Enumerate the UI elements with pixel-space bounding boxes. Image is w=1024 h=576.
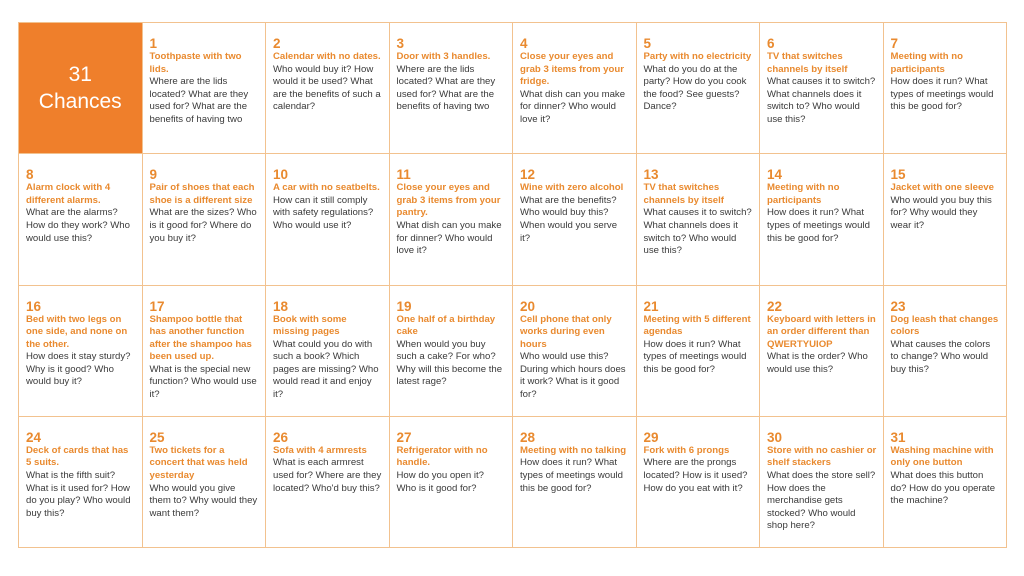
chance-title: One half of a birthday cake xyxy=(396,313,496,338)
chance-number: 11 xyxy=(396,167,411,183)
chance-questions: What does the store sell? How does the merchandise gets stocked? Who would shop here? xyxy=(767,469,876,532)
chance-title: Alarm clock with 4 different alarms. xyxy=(26,182,111,206)
chance-questions: What dish can you make for dinner? Who would love it? xyxy=(396,220,502,257)
chance-questions: How does it run? What types of meetings would this be good for? xyxy=(890,76,994,113)
chance-number: 16 xyxy=(26,298,42,314)
chance-number: 8 xyxy=(26,167,34,183)
chance-cell-5 xyxy=(637,23,761,154)
chance-title: Fork with 6 prongs xyxy=(643,444,730,456)
title-word: Chances xyxy=(38,90,122,114)
chance-cell-26 xyxy=(266,417,390,548)
chance-title: Bed with two legs on one side, and none on the other. xyxy=(26,313,128,350)
chance-number: 31 xyxy=(890,429,906,445)
chance-questions: How does it run? What types of meetings would this be good for? xyxy=(520,457,623,494)
chance-cell-9 xyxy=(143,154,267,285)
chance-title: Jacket with one sleeve xyxy=(890,182,994,194)
chance-questions: Where are the lids located? What are they used for? What are the benefits of having two xyxy=(149,76,249,125)
chance-title: Close your eyes and grab 3 items from your fridge. xyxy=(520,51,624,88)
chance-questions: How do you open it? Who is it good for? xyxy=(396,469,484,494)
chance-questions: What does this button do? How do you operate the machine? xyxy=(890,469,996,507)
chance-cell-14 xyxy=(760,154,884,285)
chance-questions: What is each armrest used for? Where are they located? Who'd buy this? xyxy=(273,457,382,494)
chance-cell-23 xyxy=(884,286,1008,417)
chance-number: 18 xyxy=(273,298,289,314)
chance-cell-16 xyxy=(19,286,143,417)
chance-cell-2 xyxy=(266,23,390,154)
chance-number: 19 xyxy=(396,298,412,314)
chance-cell-11 xyxy=(390,154,514,285)
chance-title: Store with no cashier or shelf stackers xyxy=(767,444,877,469)
chance-cell-25 xyxy=(143,417,267,548)
chance-title: A car with no seatbelts. xyxy=(273,182,380,194)
title-block xyxy=(19,23,143,154)
chance-questions: Who would you buy this for? Why would they wear it? xyxy=(890,194,992,232)
chance-questions: When would you buy such a cake? For who? Why will this become the latest rage? xyxy=(396,338,503,388)
chance-questions: What are the sizes? Who is it good for? Where do you buy it? xyxy=(149,207,257,244)
chance-questions: What is the order? Who would use this? xyxy=(767,351,868,375)
chance-cell-22 xyxy=(760,286,884,417)
chance-number: 21 xyxy=(643,298,659,314)
chance-questions: What dish can you make for dinner? Who would love it? xyxy=(520,88,626,125)
chance-questions: What causes it to switch? What channels does it switch to? Who would use this? xyxy=(767,76,876,125)
chance-questions: What could you do with such a book? Which pages are missing? Who would read it and enjoy it? xyxy=(273,338,379,401)
chance-number: 4 xyxy=(520,36,528,51)
chance-questions: What do you do at the party? How do you cook the food? See guests? Dance? xyxy=(643,63,747,113)
chance-cell-28 xyxy=(513,417,637,548)
chance-questions: What are the benefits? Who would buy this? When would you serve it? xyxy=(520,194,618,244)
chance-cell-21 xyxy=(637,286,761,417)
chance-title: Keyboard with letters in an order different than QWERTYUIOP xyxy=(767,313,876,350)
chance-questions: Who would you give them to? Why would they want them? xyxy=(149,482,258,519)
chance-questions: What are the alarms? How do they work? Who would use this? xyxy=(26,207,130,244)
chance-number: 2 xyxy=(273,36,281,51)
chance-questions: Who would buy it? How would it be used? What are the benefits of such a calendar? xyxy=(273,63,381,113)
chance-title: Meeting with no participants xyxy=(890,51,963,75)
chance-cell-7 xyxy=(884,23,1008,154)
chance-cell-19 xyxy=(390,286,514,417)
chance-cell-12 xyxy=(513,154,637,285)
chance-title: Cell phone that only works during even hours xyxy=(520,313,612,350)
chance-number: 26 xyxy=(273,429,289,445)
chance-number: 10 xyxy=(273,167,289,183)
chance-number: 22 xyxy=(767,298,783,314)
chance-number: 7 xyxy=(890,36,899,51)
chance-cell-20 xyxy=(513,286,637,417)
chance-cell-6 xyxy=(760,23,884,154)
chance-title: Washing machine with only one button xyxy=(890,444,994,469)
chance-title: Party with no electricity xyxy=(643,51,752,62)
chance-number: 14 xyxy=(767,167,783,183)
chance-cell-27 xyxy=(390,417,514,548)
chance-questions: What causes it to switch? What channels does it switch to? Who would use this? xyxy=(643,207,752,257)
chance-number: 29 xyxy=(643,429,659,445)
chance-number: 3 xyxy=(396,36,405,51)
chance-title: TV that switches channels by itself xyxy=(643,182,725,206)
chance-number: 17 xyxy=(149,298,165,314)
chances-grid xyxy=(18,22,1007,548)
chance-number: 5 xyxy=(643,36,652,51)
chance-title: Refrigerator with no handle. xyxy=(396,444,488,469)
chance-number: 27 xyxy=(396,429,412,445)
chance-questions: How can it still comply with safety regulations? Who would use it? xyxy=(273,194,374,232)
chance-questions: What is the fifth suit? What is it used for? How do you play? Who would buy this? xyxy=(26,469,131,519)
chance-cell-24 xyxy=(19,417,143,548)
chance-cell-8 xyxy=(19,154,143,285)
chance-number: 24 xyxy=(26,429,42,445)
chance-questions: How does it stay sturdy? Why is it good? Who would buy it? xyxy=(26,351,131,388)
chance-title: Two tickets for a concert that was held yesterday xyxy=(149,444,248,481)
chance-title: TV that switches channels by itself xyxy=(767,51,848,75)
chance-cell-15 xyxy=(884,154,1008,285)
chance-questions: Where are the lids located? What are they used for? What are the benefits of having two xyxy=(396,63,496,113)
chance-title: Meeting with no talking xyxy=(520,444,627,456)
chance-cell-31 xyxy=(884,417,1008,548)
chance-cell-29 xyxy=(637,417,761,548)
chance-questions: What is the special new function? Who would use it? xyxy=(149,363,257,401)
chance-cell-10 xyxy=(266,154,390,285)
chance-title: Meeting with 5 different agendas xyxy=(643,313,751,338)
chance-number: 12 xyxy=(520,167,536,183)
chance-number: 9 xyxy=(149,167,158,183)
chance-title: Book with some missing pages xyxy=(273,313,347,338)
chance-questions: What causes the colors to change? Who would buy this? xyxy=(890,338,991,375)
chance-cell-13 xyxy=(637,154,761,285)
chance-title: Door with 3 handles. xyxy=(396,51,491,62)
chance-title: Deck of cards that has 5 suits. xyxy=(26,444,129,469)
chance-cell-4 xyxy=(513,23,637,154)
chance-number: 15 xyxy=(890,167,906,183)
chance-title: Toothpaste with two lids. xyxy=(149,51,242,75)
chance-number: 13 xyxy=(643,167,659,183)
chance-number: 28 xyxy=(520,429,536,445)
chance-cell-30 xyxy=(760,417,884,548)
chance-number: 25 xyxy=(149,429,165,445)
chance-title: Close your eyes and grab 3 items from your pantry. xyxy=(396,182,501,219)
chance-number: 30 xyxy=(767,429,783,445)
chance-title: Dog leash that changes colors xyxy=(890,313,999,338)
chance-questions: How does it run? What types of meetings would this be good for? xyxy=(767,207,870,244)
chance-number: 20 xyxy=(520,298,536,314)
chance-cell-17 xyxy=(143,286,267,417)
chance-questions: How does it run? What types of meetings would this be good for? xyxy=(643,338,747,375)
chance-number: 23 xyxy=(890,298,906,314)
title-number: 31 xyxy=(68,63,92,87)
chance-title: Meeting with no participants xyxy=(767,182,840,206)
chance-questions: Who would use this? During which hours does it work? What is it good for? xyxy=(520,351,626,401)
chance-cell-18 xyxy=(266,286,390,417)
chance-cell-1 xyxy=(143,23,267,154)
chance-title: Shampoo bottle that has another function after the shampoo has been used up. xyxy=(149,313,252,363)
chance-cell-3 xyxy=(390,23,514,154)
chance-title: Pair of shoes that each shoe is a different size xyxy=(149,182,255,206)
chance-title: Wine with zero alcohol xyxy=(520,182,624,194)
chance-number: 1 xyxy=(149,36,158,51)
chance-title: Calendar with no dates. xyxy=(273,51,381,62)
chance-title: Sofa with 4 armrests xyxy=(273,444,367,456)
chance-number: 6 xyxy=(767,36,775,51)
chance-questions: Where are the prongs located? How is it used? How do you eat with it? xyxy=(643,457,748,494)
